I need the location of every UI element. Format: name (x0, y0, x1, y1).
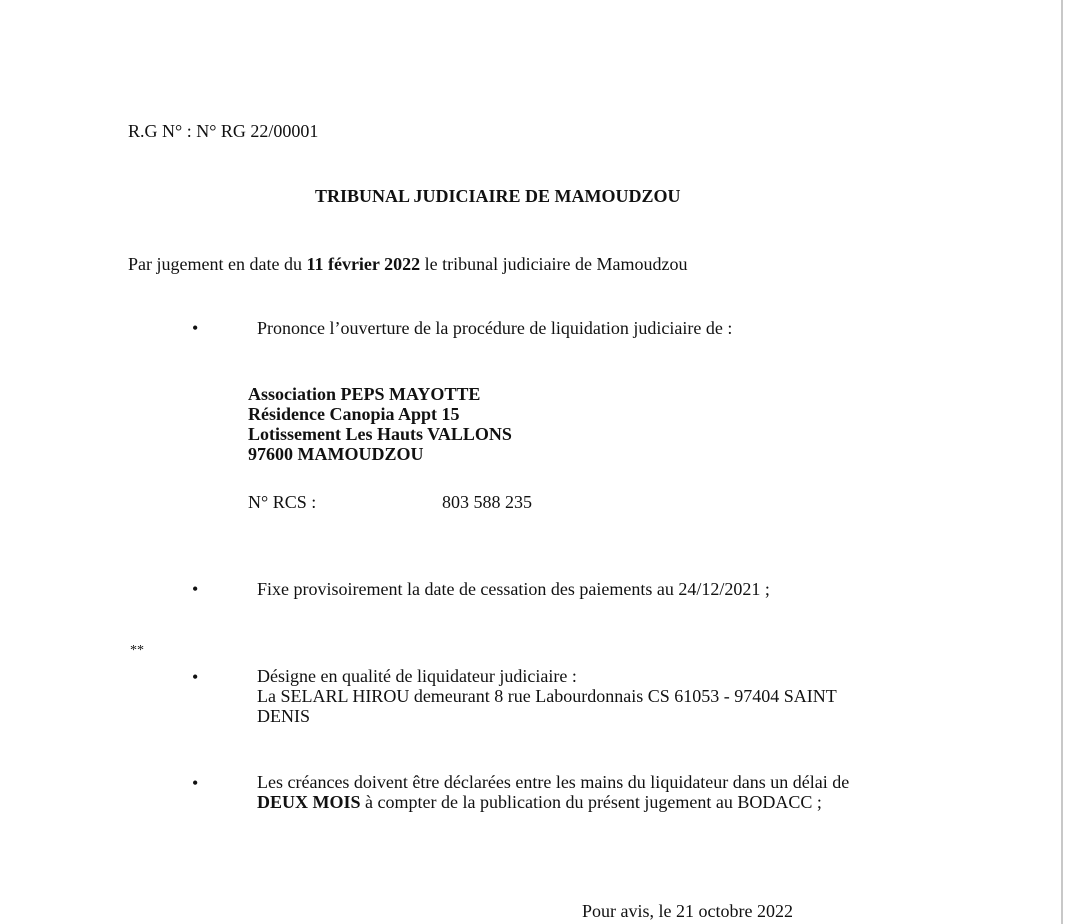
debtor-address-block (248, 384, 512, 464)
intro-prefix: Par jugement en date du (128, 254, 307, 274)
bullet-2: • (192, 579, 199, 599)
claims-line-1: Les créances doivent être déclarées entre les mains du liquidateur dans un délai de (257, 772, 850, 792)
debtor-lotissement: Lotissement Les Hauts VALLONS (248, 424, 512, 444)
item-liquidator (257, 666, 837, 726)
liquidator-address: La SELARL HIROU demeurant 8 rue Labourdonnais CS 61053 - 97404 SAINT (257, 686, 837, 706)
rg-number: R.G N° : N° RG 22/00001 (128, 121, 319, 141)
intro-suffix: le tribunal judiciaire de Mamoudzou (420, 254, 688, 274)
judgment-date: 11 février 2022 (306, 254, 421, 274)
rcs-label: N° RCS : (248, 492, 317, 512)
liquidator-address-continued: DENIS (257, 706, 310, 726)
claims-deadline: DEUX MOIS (257, 792, 361, 812)
bullet-3: • (192, 667, 199, 687)
liquidator-heading: Désigne en qualité de liquidateur judiciaire : (257, 666, 577, 686)
claims-line-2-rest: à compter de la publication du présent jugement au BODACC ; (360, 792, 822, 812)
court-title: TRIBUNAL JUDICIAIRE DE MAMOUDZOU (315, 186, 681, 206)
item-claims (257, 772, 849, 812)
debtor-residence: Résidence Canopia Appt 15 (248, 404, 460, 424)
claims-line-2 (257, 792, 849, 812)
item-opening-procedure: Prononce l’ouverture de la procédure de liquidation judiciaire de : (257, 318, 733, 338)
page-edge-line (1061, 0, 1063, 924)
rcs-value: 803 588 235 (442, 492, 532, 512)
debtor-city: 97600 MAMOUDZOU (248, 444, 424, 464)
bullet-1: • (192, 318, 199, 338)
debtor-name: Association PEPS MAYOTTE (248, 384, 481, 404)
bullet-4: • (192, 773, 199, 793)
intro-sentence (128, 254, 688, 274)
item-cessation-date: Fixe provisoirement la date de cessation des paiements au 24/12/2021 ; (257, 579, 770, 599)
footer-notice: Pour avis, le 21 octobre 2022 (582, 901, 793, 921)
double-asterisk: ** (130, 643, 144, 658)
